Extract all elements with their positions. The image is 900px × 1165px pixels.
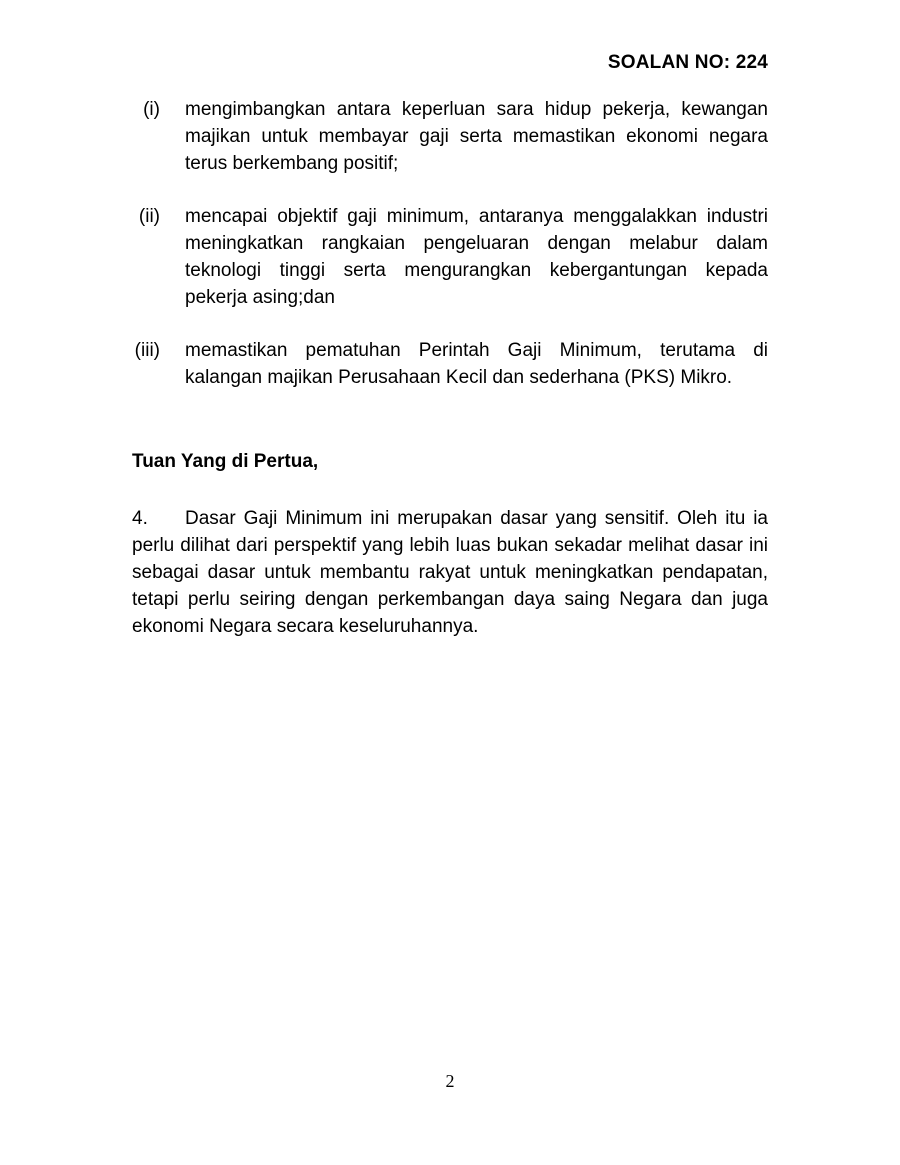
list-item-text: mengimbangkan antara keperluan sara hidup pekerja, kewangan majikan untuk membayar gaji serta memastikan ekonomi negara terus berkembang positif;: [185, 99, 768, 174]
paragraph-number: 4.: [132, 508, 148, 529]
question-number-header: SOALAN NO: 224: [607, 52, 768, 73]
salutation-heading: Tuan Yang di Pertua,: [132, 451, 319, 472]
answer-list: [132, 96, 768, 417]
list-item-number: (ii): [138, 206, 160, 227]
page-number: 2: [445, 1071, 455, 1091]
list-item-number: (i): [143, 99, 160, 120]
list-item: [132, 203, 768, 311]
list-item-text: memastikan pematuhan Perintah Gaji Minimum, terutama di kalangan majikan Perusahaan Kecil dan sederhana (PKS) Mikro.: [185, 340, 768, 388]
list-item: [132, 96, 768, 177]
list-item: [132, 337, 768, 391]
body-paragraph: [132, 505, 768, 640]
list-item-text: mencapai objektif gaji minimum, antaranya menggalakkan industri meningkatkan rangkaian pengeluaran dengan melabur dalam teknologi tinggi serta mengurangkan kebergantungan kepada pekerja asing;dan: [185, 206, 768, 308]
list-item-number: (iii): [134, 340, 160, 361]
paragraph-text: Dasar Gaji Minimum ini merupakan dasar yang sensitif. Oleh itu ia perlu dilihat dari perspektif yang lebih luas bukan sekadar melihat dasar ini sebagai dasar untuk membantu rakyat untuk meningkatkan pendapatan, tetapi perlu seiring dengan perkembangan daya saing Negara dan juga ekonomi Negara secara keseluruhannya.: [132, 508, 768, 637]
